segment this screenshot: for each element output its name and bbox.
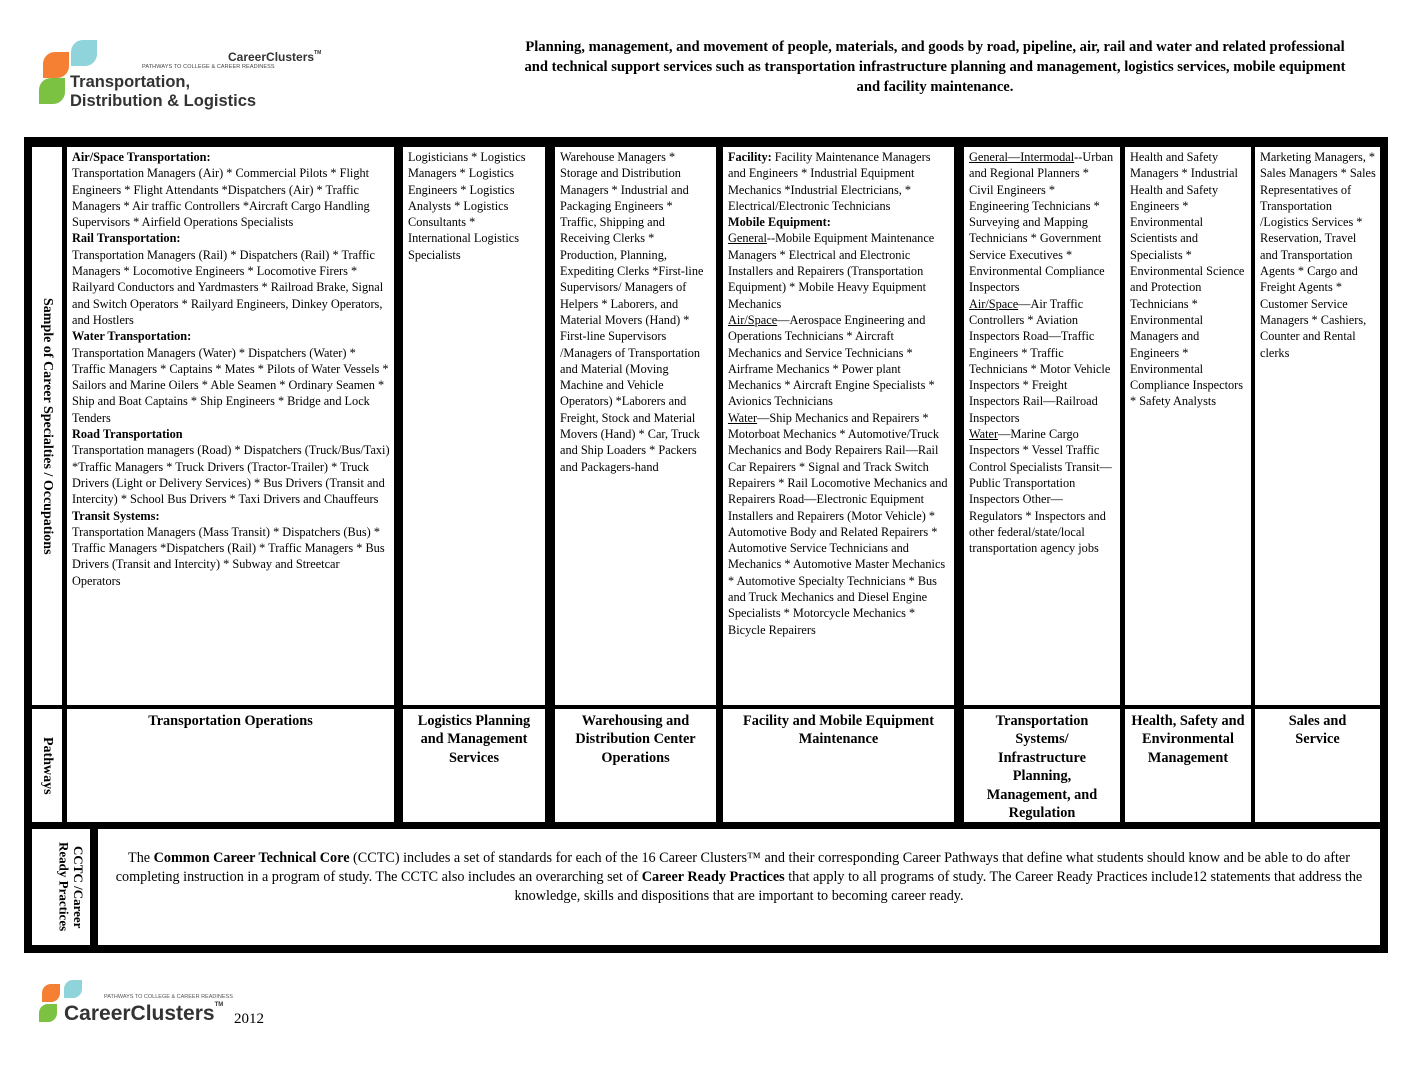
career-cluster-table: [24, 137, 1388, 953]
logo-orange-square: [43, 52, 69, 78]
occupations-sales-service: [1255, 147, 1380, 705]
occupation-paragraph: [969, 296, 1116, 426]
occupation-paragraph: [72, 442, 390, 507]
cluster-title-line2: Distribution & Logistics: [70, 92, 257, 110]
pathway-sales-service: Sales and Service: [1255, 709, 1380, 822]
row-label-occupations-text: Sample of Career Specialties / Occupations: [40, 297, 55, 555]
footer-logo-orange-square: [42, 984, 60, 1002]
occupation-subcategory: Water: [728, 410, 758, 425]
occupation-subcategory: Air/Space: [728, 312, 778, 327]
occupation-list: Logisticians * Logistics Managers * Logistics Engineers * Logistics Analysts * Logistics Consultants * International Logistics Specialists: [408, 150, 526, 262]
occupation-paragraph: [72, 165, 390, 230]
occupation-list: --Mobile Equipment Maintenance Managers * Electrical and Electronic Installers and Repairers (Transportation Equipment) * Mobile Heavy Equipment Mechanics: [728, 231, 935, 311]
cluster-title-line1: Transportation,: [70, 73, 191, 91]
occupation-subcategory: Air/Space: [969, 296, 1019, 311]
occupations-logistics-planning: [403, 147, 545, 705]
footer-year: 2012: [234, 1011, 264, 1027]
occupation-paragraph: [72, 345, 390, 426]
pathway-transportation-operations: Transportation Operations: [67, 709, 394, 822]
logo-tagline: PATHWAYS TO COLLEGE & CAREER READINESS: [142, 64, 275, 70]
pathway-health-safety: Health, Safety and Environmental Management: [1125, 709, 1251, 822]
pathway-warehousing: Warehousing and Distribution Center Operations: [555, 709, 716, 822]
cctc-text-1: The: [128, 850, 154, 866]
cctc-bold-1: Common Career Technical Core: [153, 850, 350, 866]
occupation-paragraph: [72, 426, 390, 442]
occupations-warehousing: [555, 147, 716, 705]
occupation-paragraph: [72, 508, 390, 524]
cluster-description: Planning, management, and movement of people, materials, and goods by road, pipeline, air, rail and water and related professional and technical support services such as transportation infrastructure planning and management, logistics services, mobile equipment and facility maintenance.: [524, 39, 1346, 95]
logo-brand: CareerClusters™: [228, 50, 322, 64]
occupation-list: —Ship Mechanics and Repairers * Motorboat Mechanics * Automotive/Truck Mechanics and Body Repairers Rail—Rail Car Repairers * Signal and Track Switch Repairers * Rail Locomotive Mechanics and Repairers Road—Electronic Equipment Installers and Repairers (Motor Vehicle) * Automotive Body and Related Repairers * Automotive Service Technicians and Mechanics * Automotive Master Mechanics * Automotive Specialty Technicians * Bus and Truck Mechanics and Diesel Engine Specialists * Motorcycle Mechanics * Bicycle Repairers: [728, 410, 948, 637]
occupation-paragraph: [1130, 149, 1247, 410]
occupation-heading: Water Transportation:: [72, 329, 192, 344]
occupation-heading: Rail Transportation:: [72, 231, 181, 246]
occupation-subcategory: Water: [969, 427, 999, 442]
occupation-list: Transportation Managers (Rail) * Dispatchers (Rail) * Traffic Managers * Locomotive Engineers * Locomotive Firers * Railyard Conductors and Yardmasters * Railroad Brake, Signal and Switch Operators * Railyard Engineers, Dinkey Operators, and Hostlers: [72, 247, 384, 327]
career-clusters-logo: [38, 40, 322, 115]
occupation-subcategory: General: [728, 231, 767, 246]
cctc-text-3: that apply to all programs of study. The Career Ready Practices include12 statements that address the knowledge, skills and dispositions that are important to becoming career ready.: [514, 869, 1363, 904]
occupation-paragraph: [72, 149, 390, 165]
occupation-heading: Facility:: [728, 150, 772, 164]
footer-tagline: PATHWAYS TO COLLEGE & CAREER READINESS: [104, 994, 233, 1000]
occupation-list: —Air Traffic Controllers * Aviation Inspectors Road—Traffic Engineers * Traffic Technicians * Motor Vehicle Inspectors * Freight Inspectors Rail—Railroad Inspectors: [969, 296, 1111, 425]
pathway-transportation-systems: Transportation Systems/ Infrastructure Planning, Management, and Regulation: [964, 709, 1120, 822]
occupation-paragraph: [72, 524, 390, 589]
footer-logo: [38, 980, 288, 1030]
logo-teal-square: [71, 40, 97, 66]
occupation-list: Marketing Managers, * Sales Managers * Sales Representatives of Transportation /Logistics Services * Reservation, Travel and Transportation Agents * Cargo and Freight Agents * Customer Service Managers * Cashiers, Counter and Rental clerks: [1260, 150, 1376, 360]
footer-brand: CareerClusters™: [64, 1002, 224, 1025]
row-label-occupations: [32, 147, 62, 705]
occupation-list: —Marine Cargo Inspectors * Vessel Traffic Control Specialists Transit—Public Transportation Inspectors Other—Regulators * Inspectors and other federal/state/local transportation agency jobs: [969, 427, 1112, 556]
occupation-list: Health and Safety Managers * Industrial Health and Safety Engineers * Environmental Scientists and Specialists * Environmental Science and Protection Technicians * Environmental Managers and Engineers * Environmental Compliance Inspectors * Safety Analysts: [1130, 150, 1245, 409]
occupation-paragraph: [560, 149, 712, 475]
row-label-cctc: [32, 829, 90, 945]
row-label-cctc-text: CCTC /Career Ready Practices: [56, 842, 86, 932]
occupation-list: —Aerospace Engineering and Operations Technicians * Aircraft Mechanics and Service Technicians * Airframe Mechanics * Power plant Mechanics * Aircraft Engine Specialists * Avionics Technicians: [728, 312, 935, 409]
cctc-description: [98, 829, 1380, 945]
occupation-subcategory: General—Intermodal: [969, 150, 1075, 164]
occupation-list: Warehouse Managers * Storage and Distribution Managers * Industrial and Packaging Engineers * Traffic, Shipping and Receiving Clerks * Production, Planning, Expediting Clerks *First-line Supervisors/ Managers of Helpers * Laborers, and Material Movers (Hand) * First-line Supervisors /Managers of Transportation and Material (Moving Machine and Vehicle Operators) *Laborers and Freight, Stock and Material Movers (Hand) * Car, Truck and Ship Loaders * Packers and Packagers-hand: [560, 150, 704, 474]
occupation-list: Transportation Managers (Air) * Commercial Pilots * Flight Engineers * Flight Attendants *Dispatchers (Air) * Traffic Managers * Air traffic Controllers *Aircraft Cargo Handling Supervisors * Airfield Operations Specialists: [72, 166, 370, 230]
occupation-paragraph: [728, 410, 950, 638]
occupation-list: Transportation Managers (Mass Transit) * Dispatchers (Bus) * Traffic Managers *Dispatchers (Rail) * Traffic Managers * Bus Drivers (Transit and Intercity) * Subway and Streetcar Operators: [72, 524, 385, 588]
occupation-paragraph: [969, 149, 1116, 296]
occupations-transportation-operations: [67, 147, 394, 705]
occupation-list: Facility Maintenance Managers and Engineers * Industrial Equipment Mechanics *Industrial Electricians, * Electrical/Electronic Technicians: [728, 150, 931, 213]
occupation-list: Transportation Managers (Water) * Dispatchers (Water) * Traffic Managers * Captains * Mates * Pilots of Water Vessels * Sailors and Marine Oilers * Able Seamen * Ordinary Seamen * Ship and Boat Captains * Ship Engineers * Bridge and Lock Tenders: [72, 345, 389, 425]
occupation-paragraph: [728, 312, 950, 410]
occupation-heading: Transit Systems:: [72, 508, 160, 523]
occupation-heading: Air/Space Transportation:: [72, 150, 211, 164]
row-label-pathways-text: Pathways: [40, 736, 55, 795]
row-label-pathways: [32, 709, 62, 822]
occupation-paragraph: [72, 247, 390, 328]
occupation-paragraph: [969, 426, 1116, 556]
cctc-text-2: (CCTC) includes a set of standards for each of the 16 Career Clusters™ and their corresponding Career Pathways that define what students should know and be able to do after completing instruction in a program of study. The CCTC also includes an overarching set of: [115, 850, 1350, 885]
occupation-paragraph: [1260, 149, 1376, 361]
occupation-paragraph: [728, 214, 950, 230]
occupation-paragraph: [728, 149, 950, 214]
occupation-list: --Urban and Regional Planners * Civil Engineers * Engineering Technicians * Surveying and Mapping Technicians * Government Service Executives * Environmental Compliance Inspectors: [969, 150, 1114, 295]
occupations-health-safety: [1125, 147, 1251, 705]
pathway-facility-mobile-equipment: Facility and Mobile Equipment Maintenance: [723, 709, 954, 822]
occupations-transportation-systems: [964, 147, 1120, 705]
occupation-heading: Road Transportation: [72, 427, 183, 442]
occupation-list: Transportation managers (Road) * Dispatchers (Truck/Bus/Taxi) *Traffic Managers * Truck Drivers (Tractor-Trailer) * Truck Drivers (Light or Delivery Services) * Bus Drivers (Transit and Intercity) * School Bus Drivers * Taxi Drivers and Chauffeurs: [72, 443, 390, 507]
pathway-logistics-planning: Logistics Planning and Management Services: [403, 709, 545, 822]
footer-logo-green-square: [39, 1004, 57, 1022]
occupation-paragraph: [72, 230, 390, 246]
occupation-heading: Mobile Equipment:: [728, 215, 831, 230]
footer-logo-teal-square: [64, 980, 82, 998]
occupations-facility-mobile-equipment: [723, 147, 954, 705]
occupation-paragraph: [408, 149, 541, 263]
logo-green-square: [39, 78, 65, 104]
cctc-bold-2: Career Ready Practices: [641, 869, 785, 885]
occupation-paragraph: [728, 230, 950, 311]
occupation-paragraph: [72, 328, 390, 344]
